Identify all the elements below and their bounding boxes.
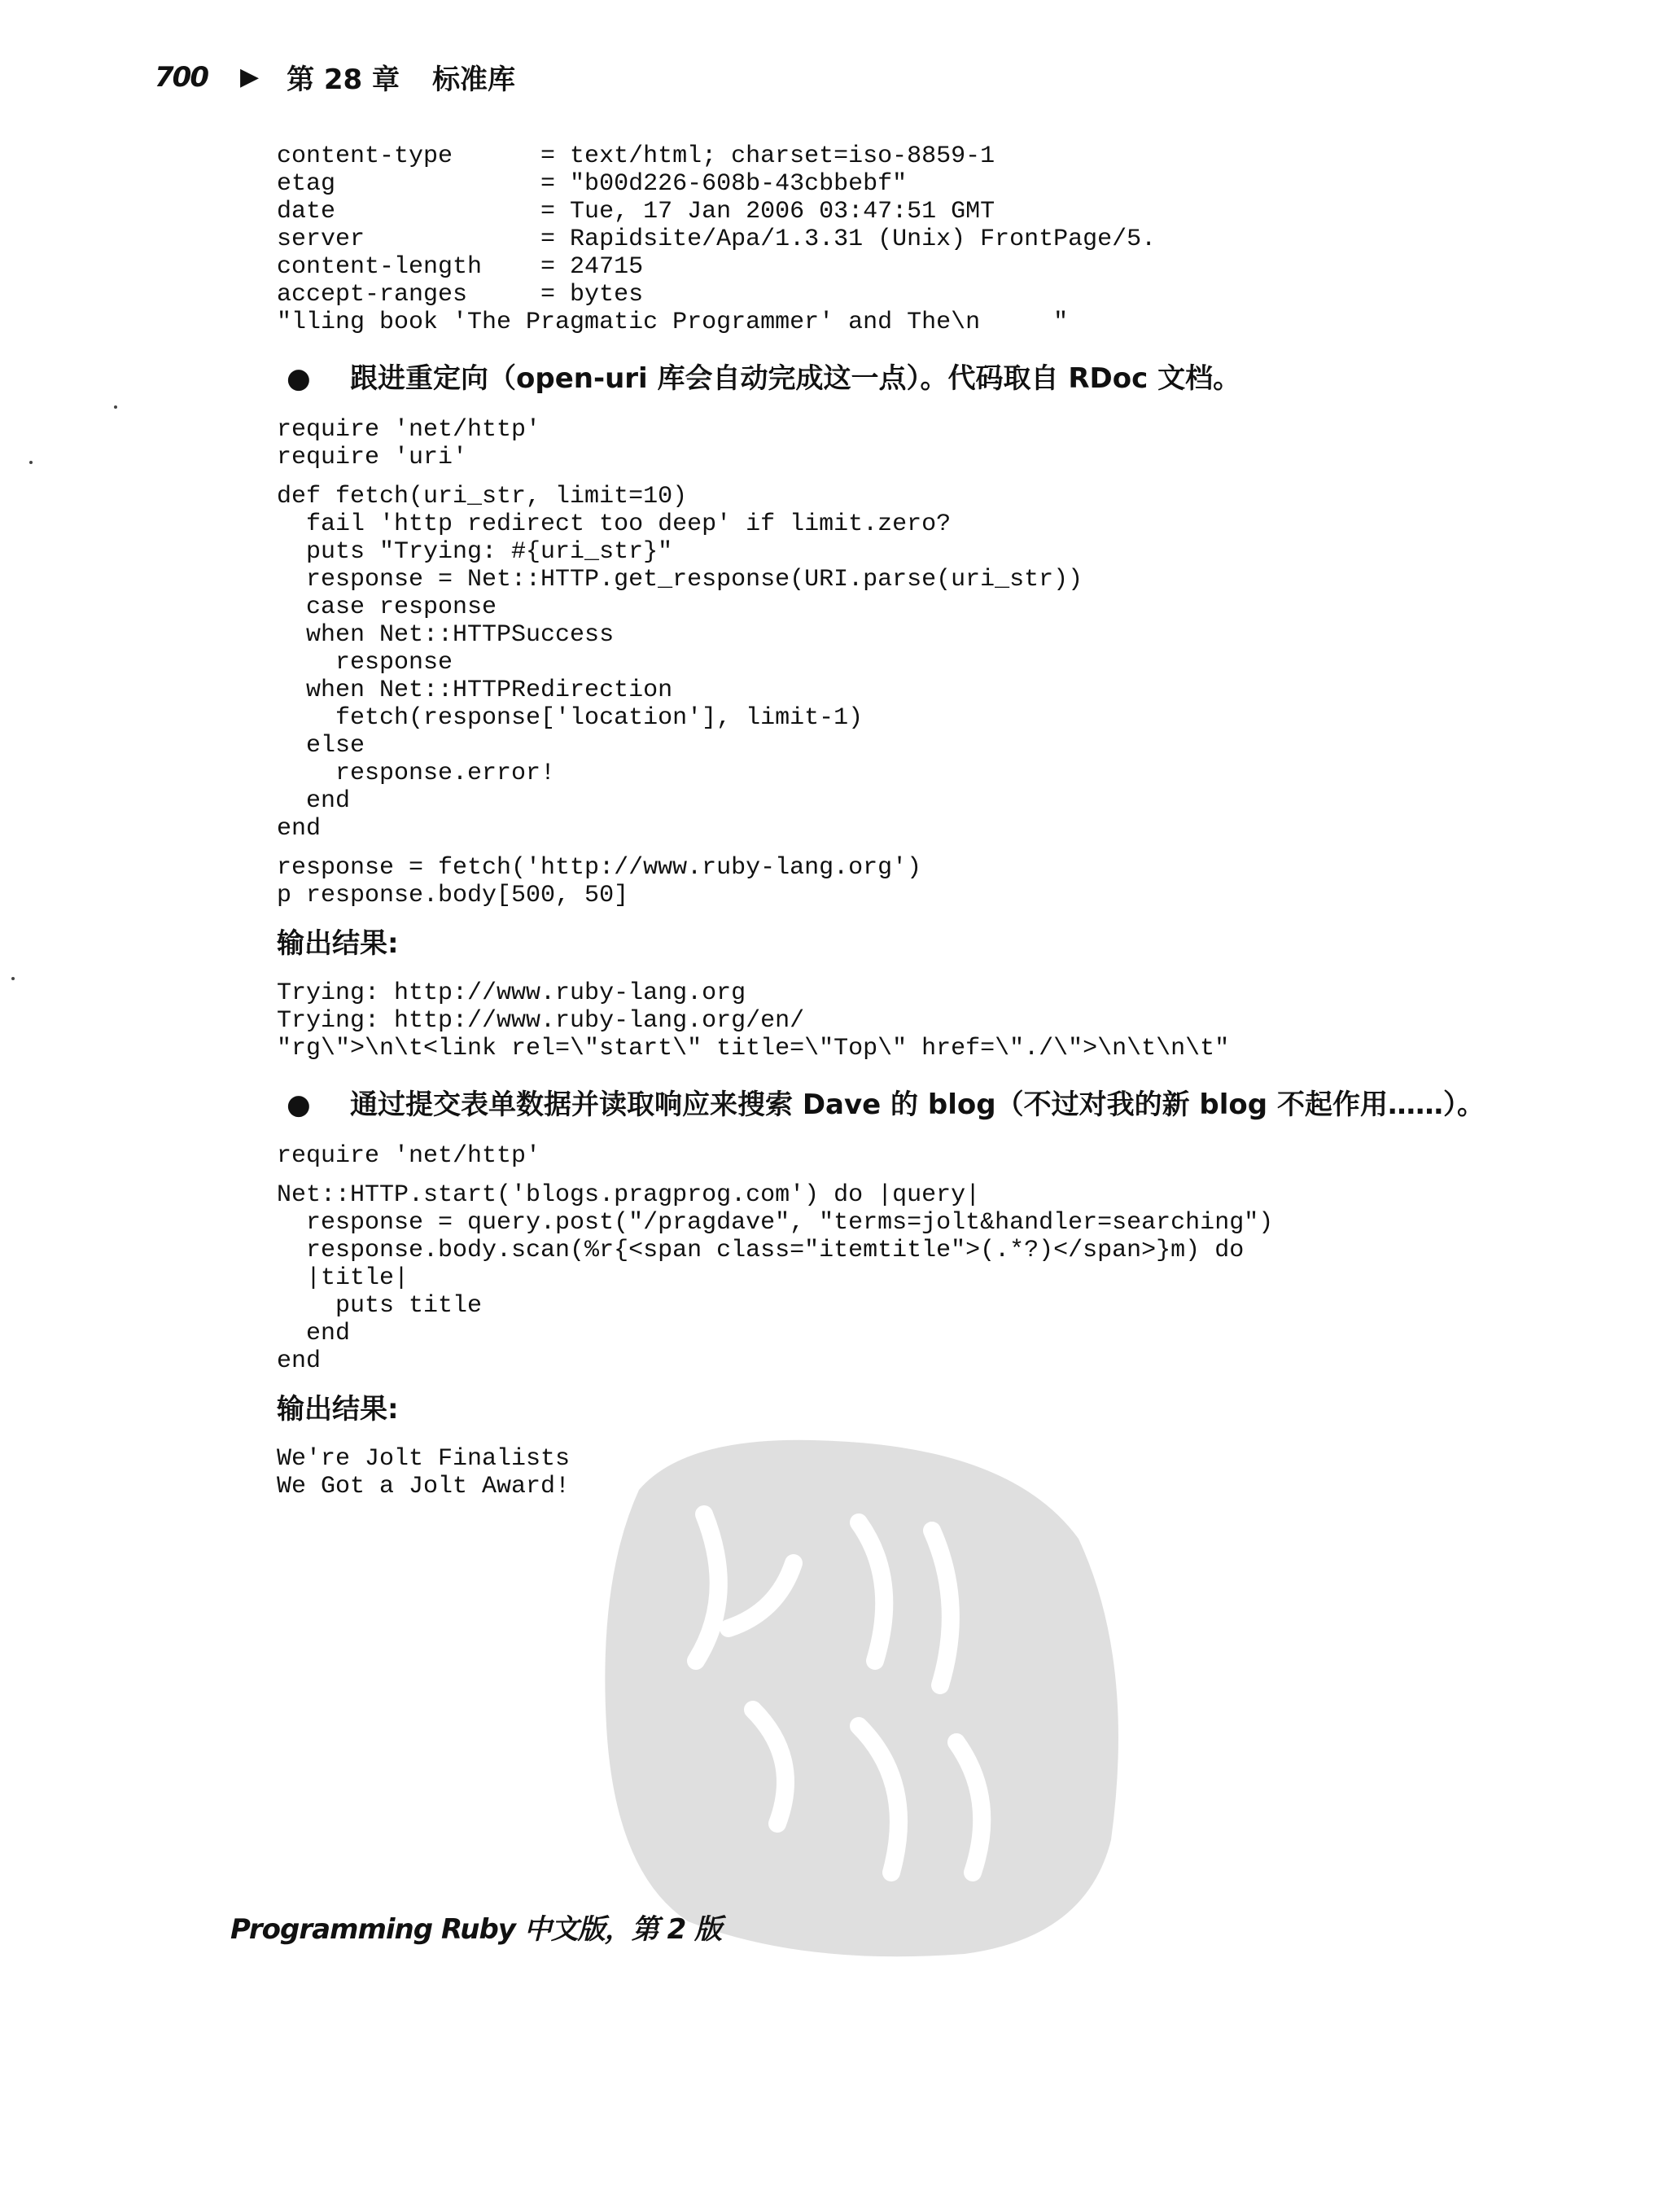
page-footer: Programming Ruby 中文版，第 2 版	[230, 1913, 722, 1946]
bullet-icon: ●	[287, 362, 311, 395]
code-block-require: require 'net/http' require 'uri'	[277, 416, 541, 471]
code-block-post: Net::HTTP.start('blogs.pragprog.com') do |query| response = query.post("/pragdave", "terms=jolt&handler=searching") response.body.scan(%r{<span class="itemtitle">(.*?)</span>}m) do |title| puts title end end	[277, 1181, 1274, 1375]
code-block-output: Trying: http://www.ruby-lang.org Trying: http://www.ruby-lang.org/en/ "rg\">\n\t<link rel=\"start\" title=\"Top\" href=\"./\">\n\t\n\t"	[277, 979, 1230, 1062]
page-body	[277, 142, 1498, 1500]
page-number: 700	[155, 60, 208, 94]
section-label: 标准库	[432, 64, 516, 96]
code-block-output: We're Jolt Finalists We Got a Jolt Award!	[277, 1445, 571, 1500]
scan-speck	[29, 461, 33, 464]
bullet-text: 通过提交表单数据并读取响应来搜索 Dave 的 blog（不过对我的新 blog 不起作用……）。	[350, 1088, 1485, 1121]
scan-speck	[114, 405, 117, 409]
code-block-require: require 'net/http'	[277, 1142, 541, 1170]
arrow-icon: ▶	[239, 63, 260, 91]
bullet-item-blog-search	[277, 1079, 1498, 1131]
chapter-label: 第 28 章	[287, 64, 400, 96]
output-heading: 输出结果:	[277, 927, 399, 960]
code-block-fetch: def fetch(uri_str, limit=10) fail 'http redirect too deep' if limit.zero? puts "Trying: #{uri_str}" response = Net::HTTP.get_response(URI.parse(uri_str)) case response when Net::HTTPSuccess response when Net::HTTPRedirection fetch(response['location'], limit-1) else response.error! end end	[277, 483, 1083, 843]
bullet-text: 跟进重定向（open-uri 库会自动完成这一点）。代码取自 RDoc 文档。	[350, 362, 1241, 395]
code-block-headers: content-type = text/html; charset=iso-8859-1 etag = "b00d226-608b-43cbbebf" date = Tue, 17 Jan 2006 03:47:51 GMT server = Rapidsite/Apa/1.3.31 (Unix) FrontPage/5. content-length = 24715 accept-ranges = bytes "lling book 'The Pragmatic Programmer' and The\n "	[277, 142, 1157, 336]
scan-speck	[11, 977, 15, 980]
code-block-call: response = fetch('http://www.ruby-lang.org') p response.body[500, 50]	[277, 854, 922, 909]
output-heading: 输出结果:	[277, 1393, 399, 1426]
bullet-item-redirect	[277, 353, 1498, 405]
bullet-icon: ●	[287, 1088, 311, 1121]
page-header	[155, 57, 515, 97]
